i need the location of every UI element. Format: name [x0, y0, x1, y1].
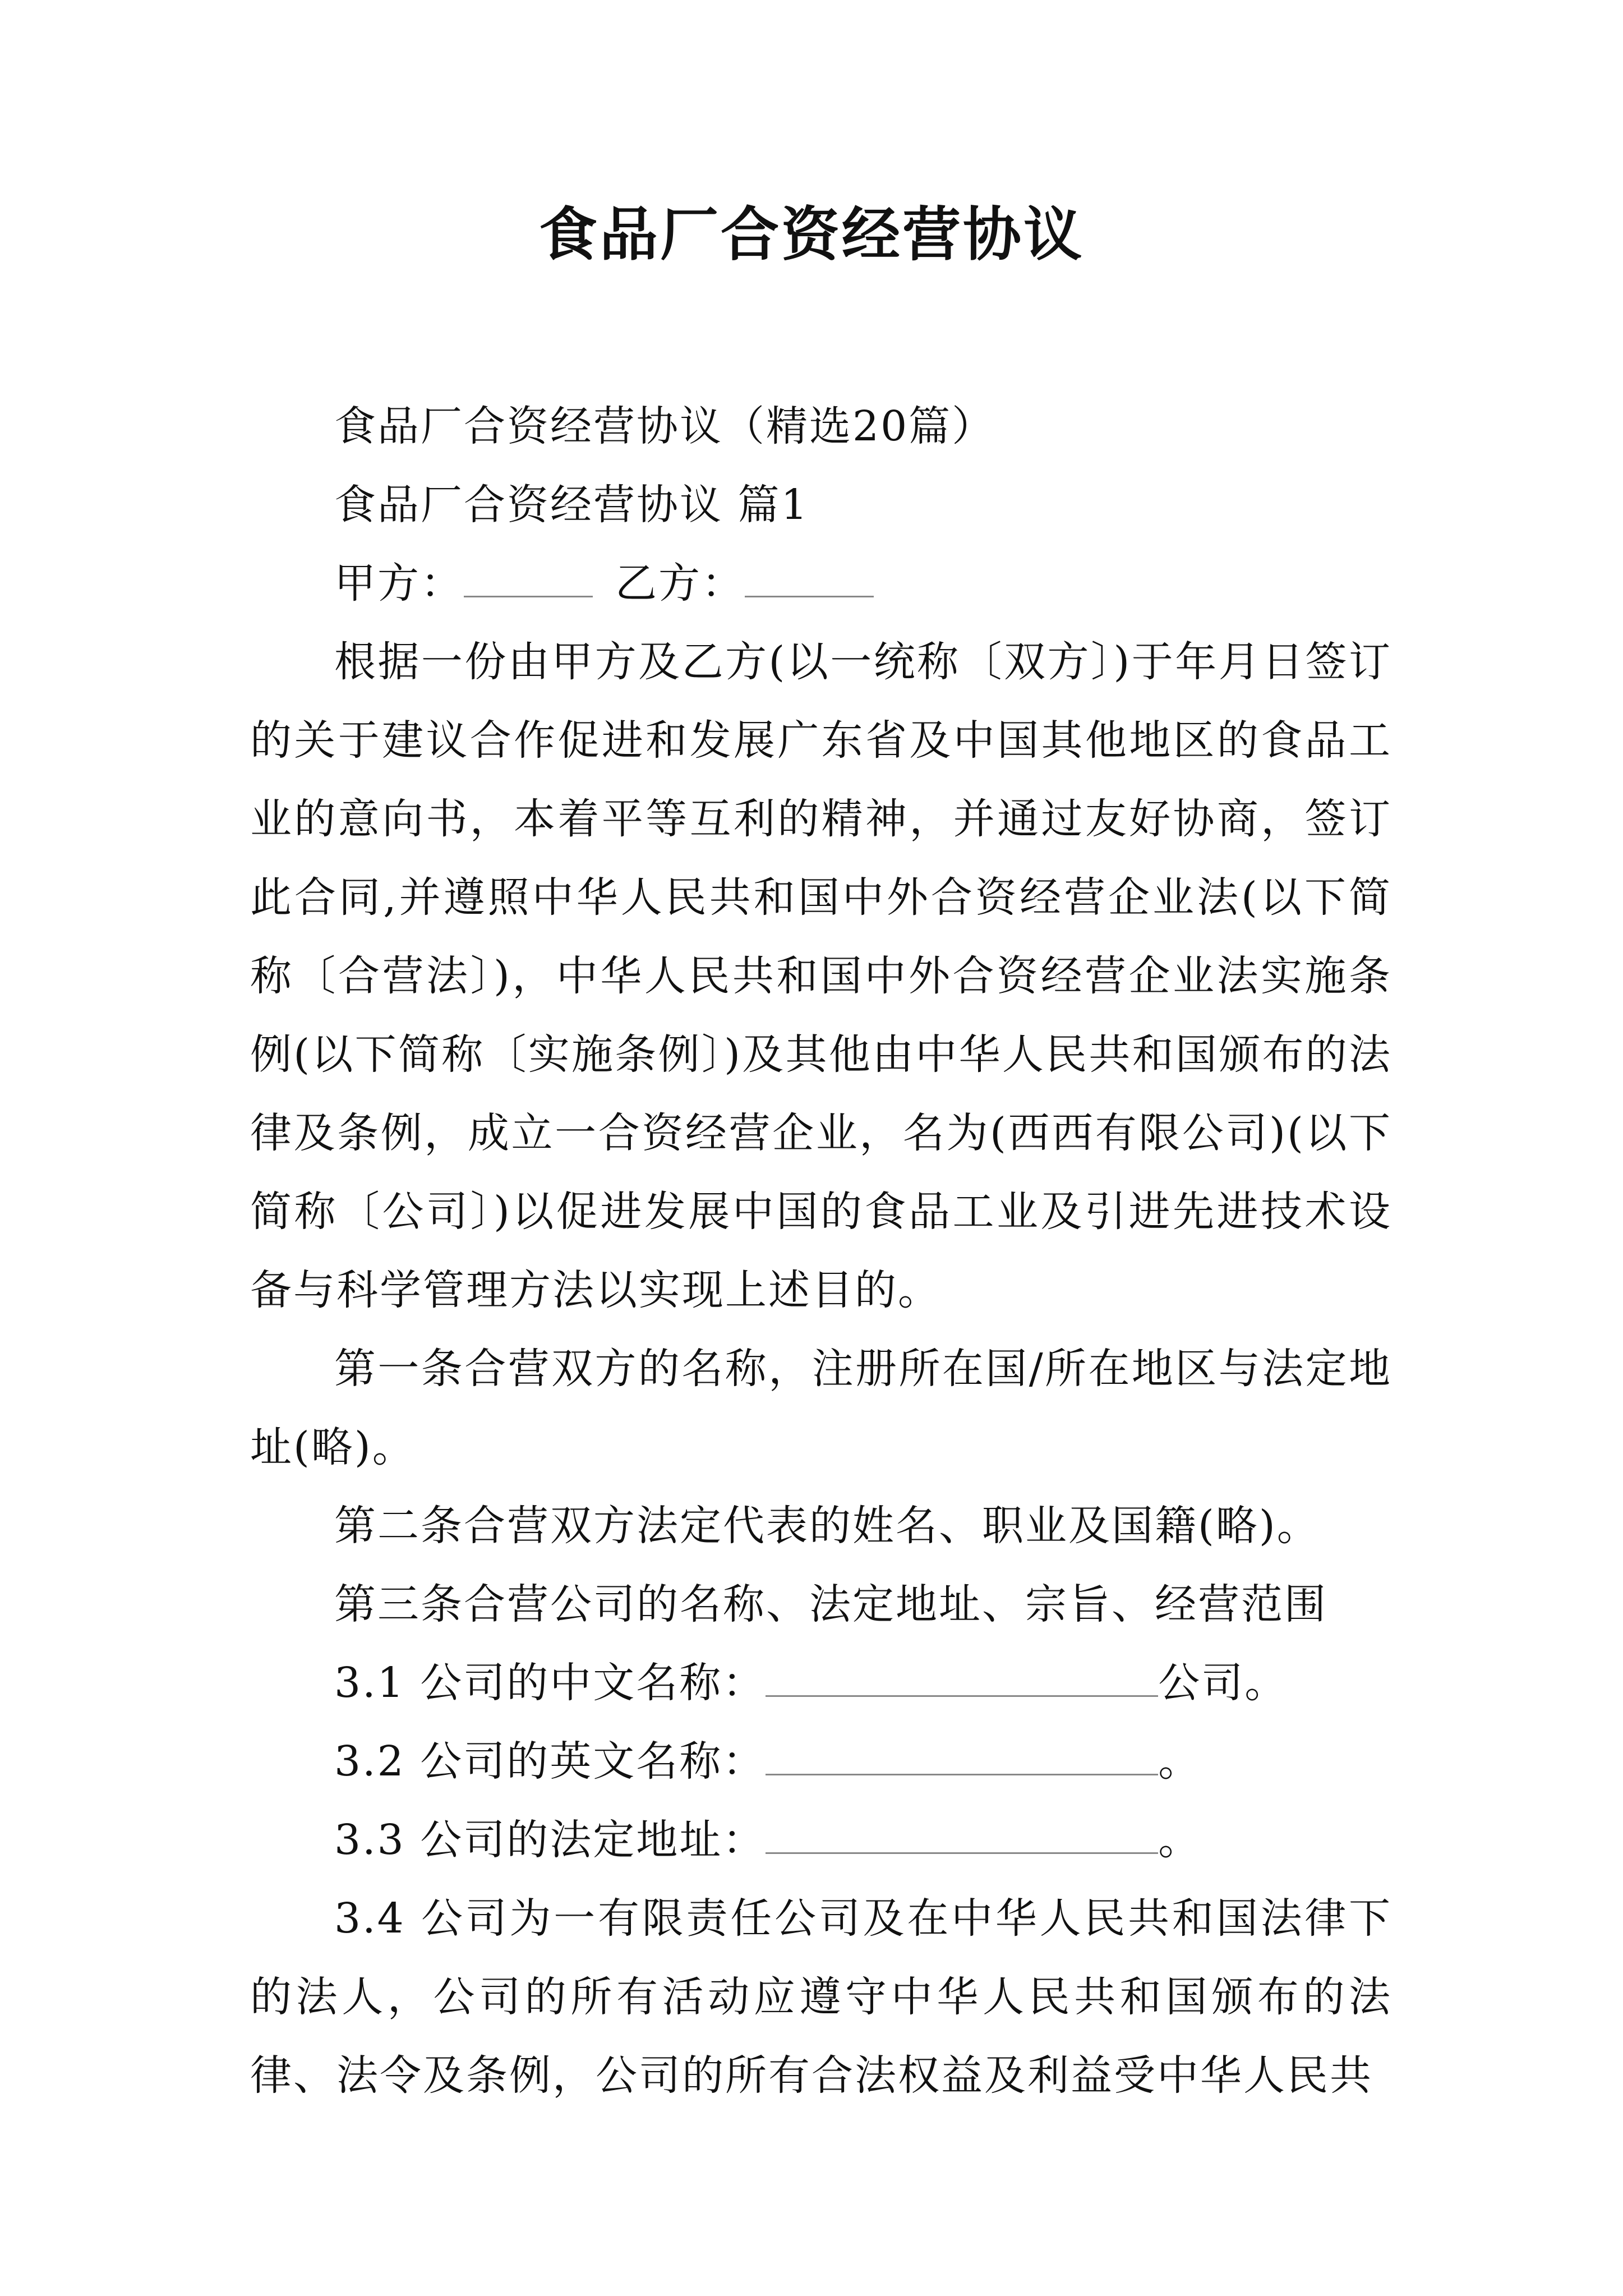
clause-3-2-suffix: 。 — [1158, 1737, 1202, 1786]
document-body — [250, 387, 1392, 2115]
article-2: 第二条合营双方法定代表的姓名、职业及国籍(略)。 — [334, 1502, 1320, 1550]
clause-3-1-label: 3.1 公司的中文名称： — [334, 1659, 766, 1707]
document-subtitle: 食品厂合资经营协议（精选20篇） — [334, 402, 995, 450]
party-b-blank — [745, 562, 874, 597]
section-heading: 食品厂合资经营协议 篇1 — [334, 481, 809, 529]
party-a-label: 甲方： — [334, 559, 464, 608]
party-a-blank — [464, 562, 593, 597]
clause-3-3 — [250, 1801, 1392, 1879]
party-b-label: 乙方： — [615, 559, 745, 608]
clause-3-2 — [250, 1722, 1392, 1801]
clause-3-2-blank — [766, 1740, 1158, 1775]
clause-3-3-suffix: 。 — [1158, 1816, 1202, 1864]
preamble-paragraph: 根据一份由甲方及乙方(以一统称〔双方〕)于年月日签订的关于建议合作促进和发展广东省及中国其他地区的食品工业的意向书，本着平等互利的精神，并通过友好协商，签订此合同,并遵照中华人民共和国中外合资经营企业法(以下简称〔合营法〕)，中华人民共和国中外合资经营企业法实施条例(以下简称〔实施条例〕)及其他由中华人民共和国颁布的法律及条例，成立一合资经营企业，名为(西西有限公司)(以下简称〔公司〕)以促进发展中国的食品工业及引进先进技术设备与科学管理方法以实现上述目的。 — [250, 638, 1392, 1314]
clause-3-1-suffix: 公司。 — [1158, 1659, 1288, 1707]
article-3: 第三条合营公司的名称、法定地址、宗旨、经营范围 — [334, 1580, 1327, 1628]
article-1: 第一条合营双方的名称，注册所在国/所在地区与法定地址(略)。 — [250, 1345, 1392, 1471]
clause-3-4: 3.4 公司为一有限责任公司及在中华人民共和国法律下的法人，公司的所有活动应遵守中华人民共和国颁布的法律、法令及条例，公司的所有合法权益及利益受中华人民共 — [250, 1894, 1392, 2100]
clause-3-1 — [250, 1644, 1392, 1722]
clause-3-3-label: 3.3 公司的法定地址： — [334, 1816, 766, 1864]
clause-3-2-label: 3.2 公司的英文名称： — [334, 1737, 766, 1786]
clause-3-1-blank — [766, 1662, 1158, 1697]
parties-line — [250, 544, 1392, 623]
clause-3-3-blank — [766, 1819, 1158, 1854]
document-title: 食品厂合资经营协议 — [538, 200, 1084, 269]
